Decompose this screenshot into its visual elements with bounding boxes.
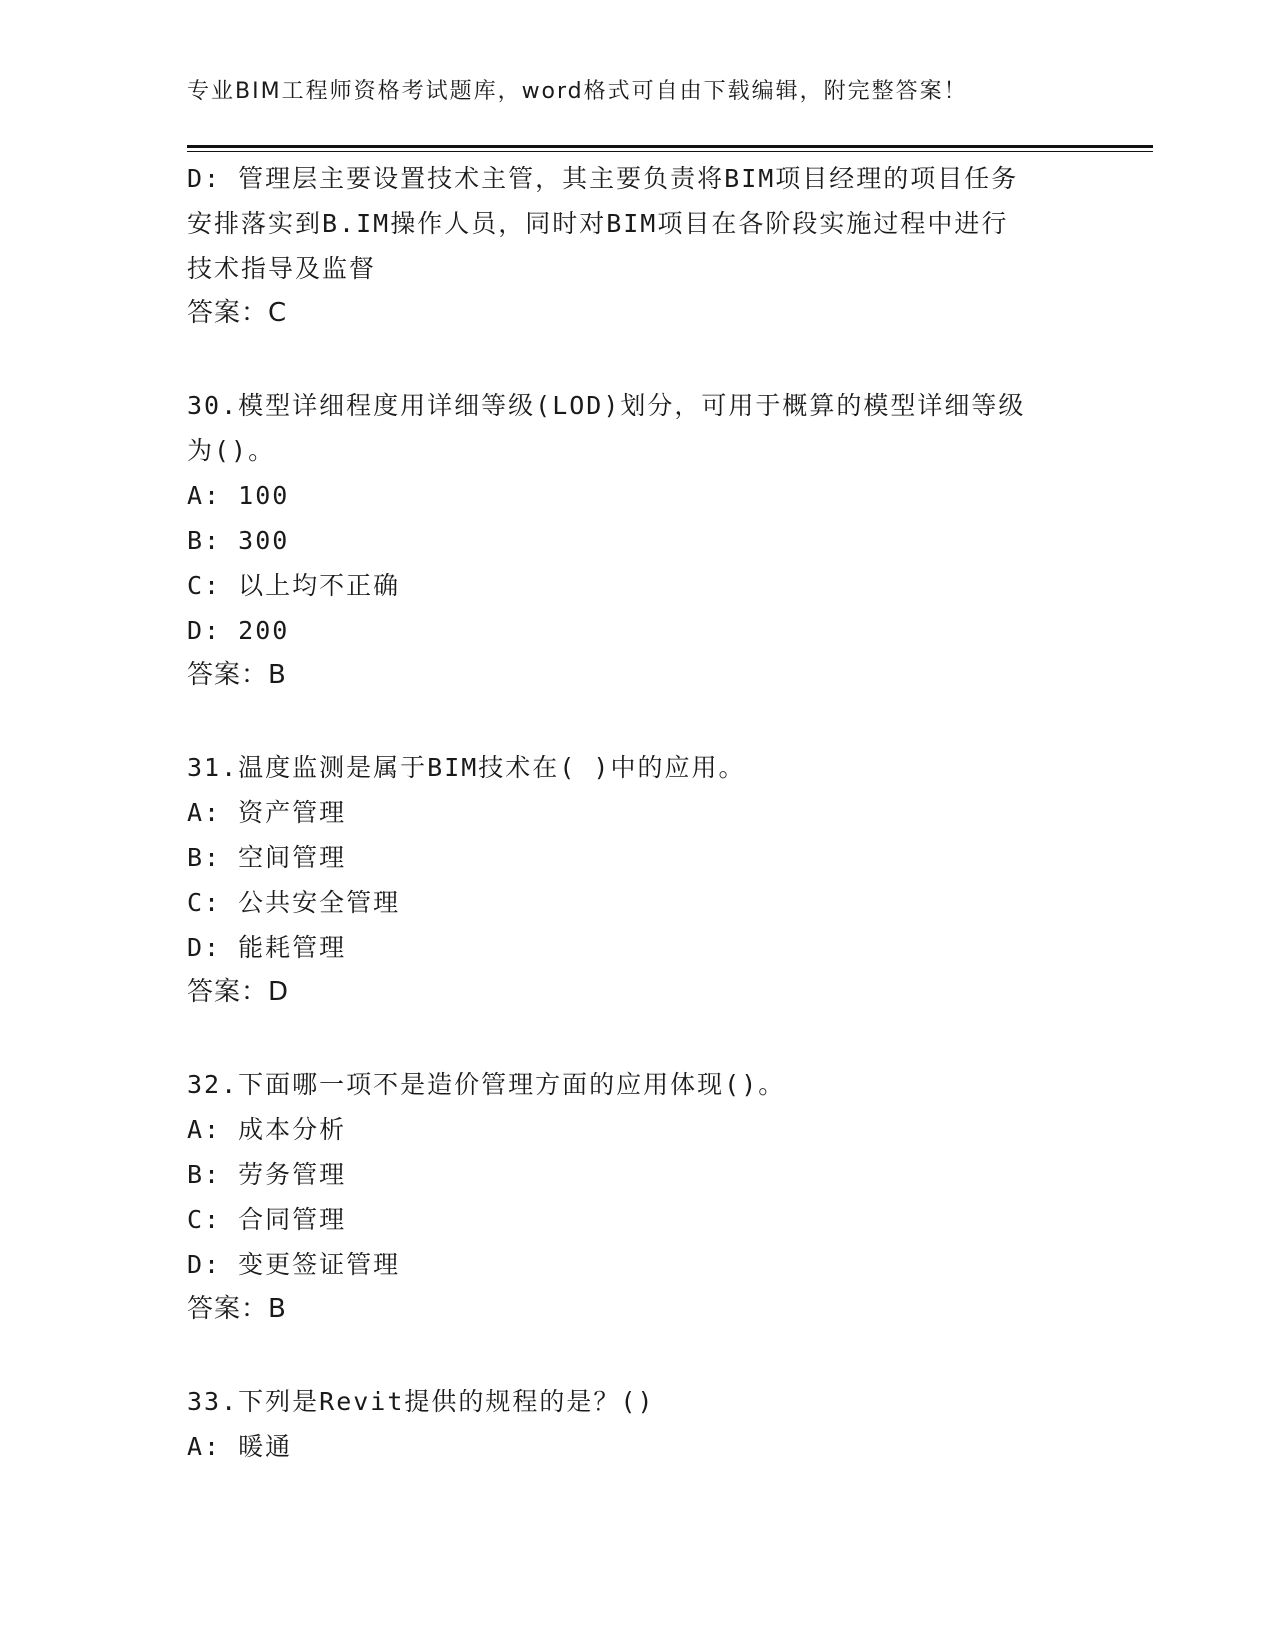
option-c: C: 以上均不正确 bbox=[187, 571, 401, 600]
question-stem: 为()。 bbox=[187, 436, 276, 465]
option-d-line-2: 安排落实到B.IM操作人员，同时对BIM项目在各阶段实施过程中进行 bbox=[187, 209, 1009, 238]
document-body bbox=[187, 156, 1087, 1469]
question-stem: 33.下列是Revit提供的规程的是？() bbox=[187, 1387, 655, 1416]
option-a: A: 资产管理 bbox=[187, 798, 347, 827]
answer-label: 答案：C bbox=[187, 298, 288, 328]
question-32 bbox=[187, 1062, 1087, 1332]
option-d: D: 200 bbox=[187, 616, 290, 645]
answer-label: 答案：B bbox=[187, 1294, 287, 1324]
option-c: C: 公共安全管理 bbox=[187, 888, 401, 917]
option-d-line-3: 技术指导及监督 bbox=[187, 254, 377, 283]
answer-label: 答案：B bbox=[187, 660, 287, 690]
option-d-line-1: D: 管理层主要设置技术主管，其主要负责将BIM项目经理的项目任务 bbox=[187, 164, 1019, 193]
prev-question bbox=[187, 156, 1087, 336]
header-rule-thin bbox=[187, 151, 1153, 152]
option-d: D: 变更签证管理 bbox=[187, 1250, 401, 1279]
option-a: A: 100 bbox=[187, 481, 290, 510]
option-b: B: 劳务管理 bbox=[187, 1160, 347, 1189]
option-b: B: 空间管理 bbox=[187, 843, 347, 872]
page-header: 专业BIM工程师资格考试题库，word格式可自由下载编辑，附完整答案！ bbox=[187, 79, 968, 104]
option-d: D: 能耗管理 bbox=[187, 933, 347, 962]
question-stem: 31.温度监测是属于BIM技术在( )中的应用。 bbox=[187, 753, 746, 782]
option-b: B: 300 bbox=[187, 526, 290, 555]
option-a: A: 成本分析 bbox=[187, 1115, 347, 1144]
spacer bbox=[187, 1332, 1087, 1379]
question-33 bbox=[187, 1379, 1087, 1469]
question-30 bbox=[187, 383, 1087, 698]
spacer bbox=[187, 336, 1087, 383]
question-stem: 32.下面哪一项不是造价管理方面的应用体现()。 bbox=[187, 1070, 786, 1099]
question-stem: 30.模型详细程度用详细等级(LOD)划分，可用于概算的模型详细等级 bbox=[187, 391, 1026, 420]
spacer bbox=[187, 698, 1087, 745]
question-31 bbox=[187, 745, 1087, 1015]
answer-label: 答案：D bbox=[187, 977, 290, 1007]
option-c: C: 合同管理 bbox=[187, 1205, 347, 1234]
option-a: A: 暖通 bbox=[187, 1432, 293, 1461]
header-rule-thick bbox=[187, 145, 1153, 148]
spacer bbox=[187, 1015, 1087, 1062]
